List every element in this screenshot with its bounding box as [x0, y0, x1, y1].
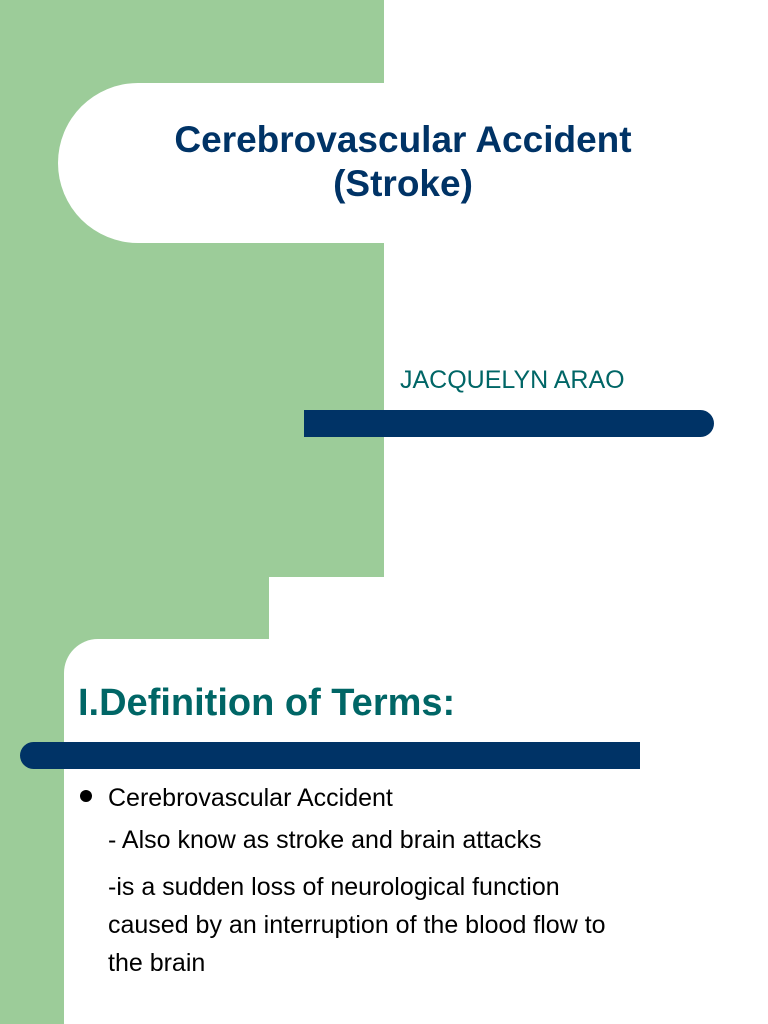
slide2-heading: I.Definition of Terms: — [78, 682, 456, 724]
bullet-item-term: Cerebrovascular Accident — [108, 784, 393, 812]
slide1-accent-bar — [304, 410, 714, 437]
slide2-accent-bar — [20, 742, 640, 769]
bullet-subline-definition: -is a sudden loss of neurological function caused by an interruption of the blood flow to the brain — [108, 873, 606, 977]
slide1-title: Cerebrovascular Accident (Stroke) — [174, 119, 632, 204]
bullet-dot-icon — [80, 790, 92, 802]
bullet-subline-alias: - Also know as stroke and brain attacks — [108, 826, 542, 854]
slide1-author: JACQUELYN ARAO — [400, 366, 625, 394]
